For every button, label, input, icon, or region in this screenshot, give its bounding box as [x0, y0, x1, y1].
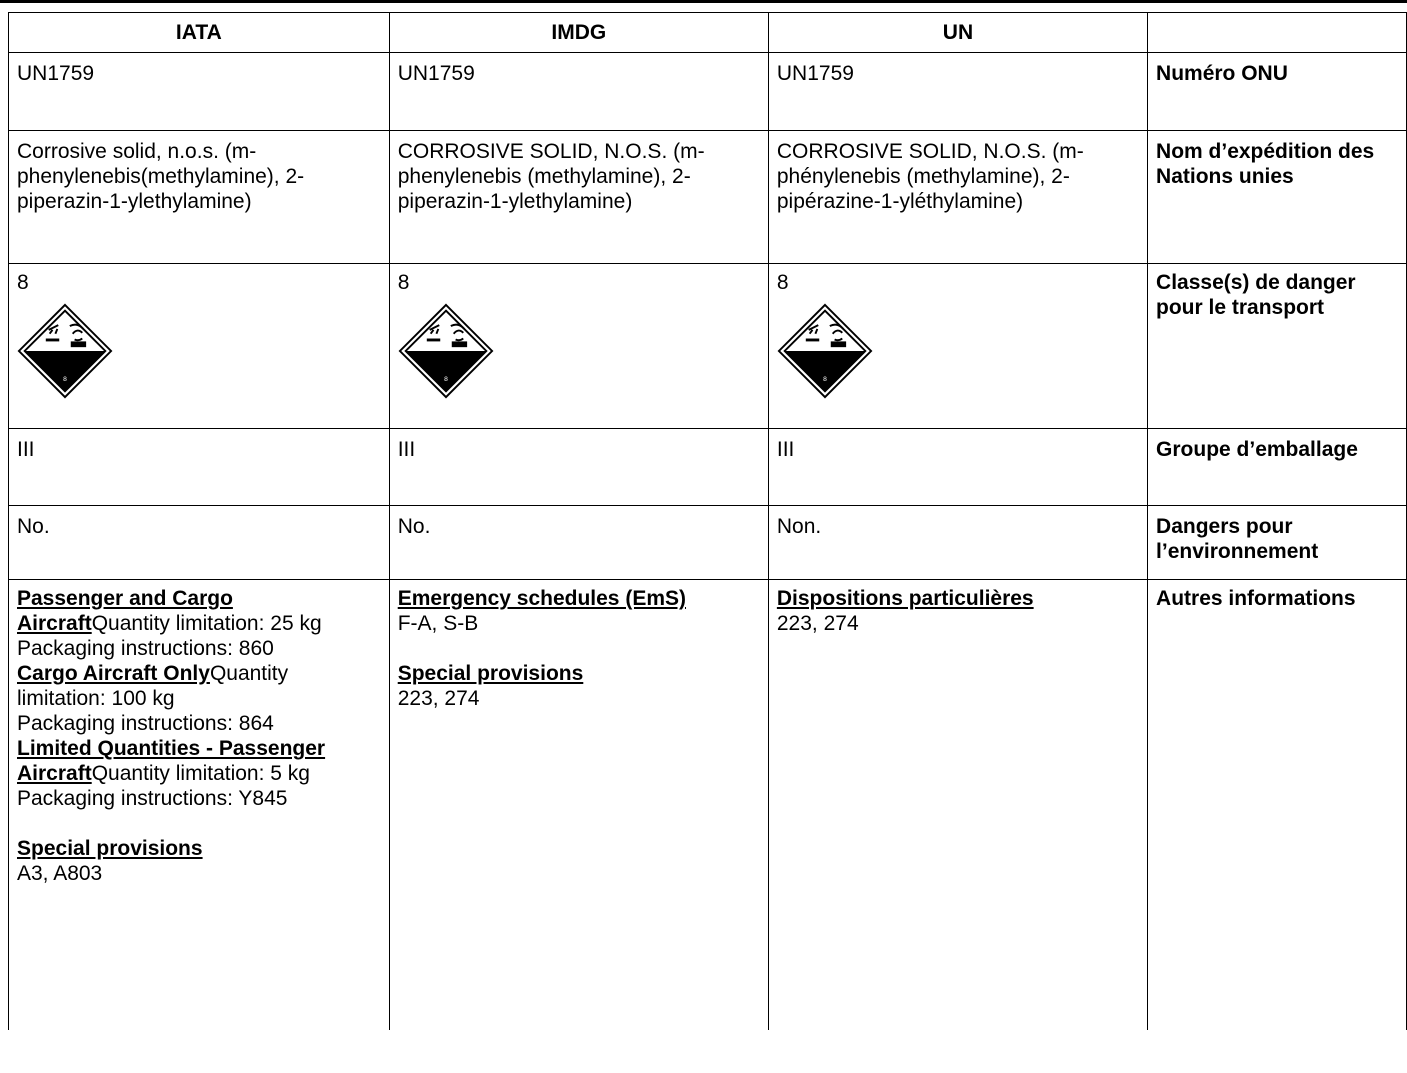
iata-packing-group: III: [9, 429, 390, 506]
un-dp-heading: Dispositions particulières: [776, 587, 1034, 610]
iata-environment: No.: [9, 506, 390, 580]
un-hazard-class-cell: [768, 264, 1147, 429]
row-environment: [9, 506, 1407, 580]
iata-pca-heading: Passenger and Cargo Aircraft: [17, 587, 233, 635]
header-un: UN: [768, 13, 1147, 53]
svg-text:8: 8: [63, 375, 67, 383]
label-un-number: Numéro ONU: [1148, 53, 1407, 131]
iata-hazard-class: 8: [17, 271, 29, 294]
top-rule: [0, 0, 1407, 3]
label-shipping-name: Nom d’expédition des Nations unies: [1148, 131, 1407, 264]
svg-text:8: 8: [443, 375, 448, 383]
row-other-info: [9, 580, 1407, 1030]
corrosive-placard-icon: [17, 303, 113, 399]
iata-cao-pack: Packaging instructions: 864: [17, 712, 274, 735]
svg-text:8: 8: [823, 375, 827, 383]
imdg-packing-group: III: [389, 429, 768, 506]
iata-lq-qty: Quantity limitation: 5 kg: [91, 762, 310, 785]
iata-pca-pack: Packaging instructions: 860: [17, 637, 274, 660]
imdg-ems-heading: Emergency schedules (EmS): [397, 587, 686, 610]
header-imdg: IMDG: [389, 13, 768, 53]
label-hazard-class: Classe(s) de danger pour le transport: [1148, 264, 1407, 429]
un-other-info: [768, 580, 1147, 1030]
iata-pca-qty: Quantity limitation: 25 kg: [91, 612, 322, 635]
un-packing-group: III: [768, 429, 1147, 506]
corrosive-placard-icon: [398, 303, 494, 399]
imdg-sp-heading: Special provisions: [397, 662, 584, 685]
imdg-sp-value: 223, 274: [397, 687, 480, 710]
iata-shipping-name: Corrosive solid, n.o.s. (m-phenylenebis(methylamine), 2-piperazin-1-ylethylamine): [9, 131, 390, 264]
imdg-environment: No.: [389, 506, 768, 580]
transport-info-table: [8, 12, 1407, 1030]
iata-cao-heading: Cargo Aircraft Only: [17, 662, 210, 685]
row-shipping-name: [9, 131, 1407, 264]
un-hazard-class: 8: [776, 271, 789, 294]
label-packing-group: Groupe d’emballage: [1148, 429, 1407, 506]
label-other-info: Autres informations: [1148, 580, 1407, 1030]
iata-un-number: UN1759: [9, 53, 390, 131]
header-label: [1148, 13, 1407, 53]
corrosive-placard-icon: [777, 303, 873, 399]
iata-sp-heading: Special provisions: [17, 837, 203, 860]
label-environment: Dangers pour l’environnement: [1148, 506, 1407, 580]
un-shipping-name: CORROSIVE SOLID, N.O.S. (m-phénylenebis (methylamine), 2-pipérazine-1-yléthylamine): [768, 131, 1147, 264]
iata-lq-heading: Limited Quantities - Passenger Aircraft: [17, 737, 326, 785]
row-packing-group: [9, 429, 1407, 506]
imdg-shipping-name: CORROSIVE SOLID, N.O.S. (m-phenylenebis (methylamine), 2-piperazin-1-ylethylamine): [389, 131, 768, 264]
imdg-un-number: UN1759: [389, 53, 768, 131]
iata-hazard-class-cell: [9, 264, 390, 429]
un-environment: Non.: [768, 506, 1147, 580]
iata-cao-qty: Quantity limitation: 100 kg: [17, 662, 289, 710]
imdg-hazard-class: 8: [397, 271, 410, 294]
row-un-number: [9, 53, 1407, 131]
imdg-hazard-class-cell: [389, 264, 768, 429]
un-un-number: UN1759: [768, 53, 1147, 131]
iata-lq-pack: Packaging instructions: Y845: [17, 787, 288, 810]
un-dp-value: 223, 274: [776, 612, 859, 635]
iata-sp-value: A3, A803: [17, 862, 103, 885]
row-hazard-class: [9, 264, 1407, 429]
header-row: [9, 13, 1407, 53]
imdg-ems-value: F-A, S-B: [397, 612, 479, 635]
header-iata: IATA: [9, 13, 390, 53]
iata-other-info: [9, 580, 390, 1030]
imdg-other-info: [389, 580, 768, 1030]
